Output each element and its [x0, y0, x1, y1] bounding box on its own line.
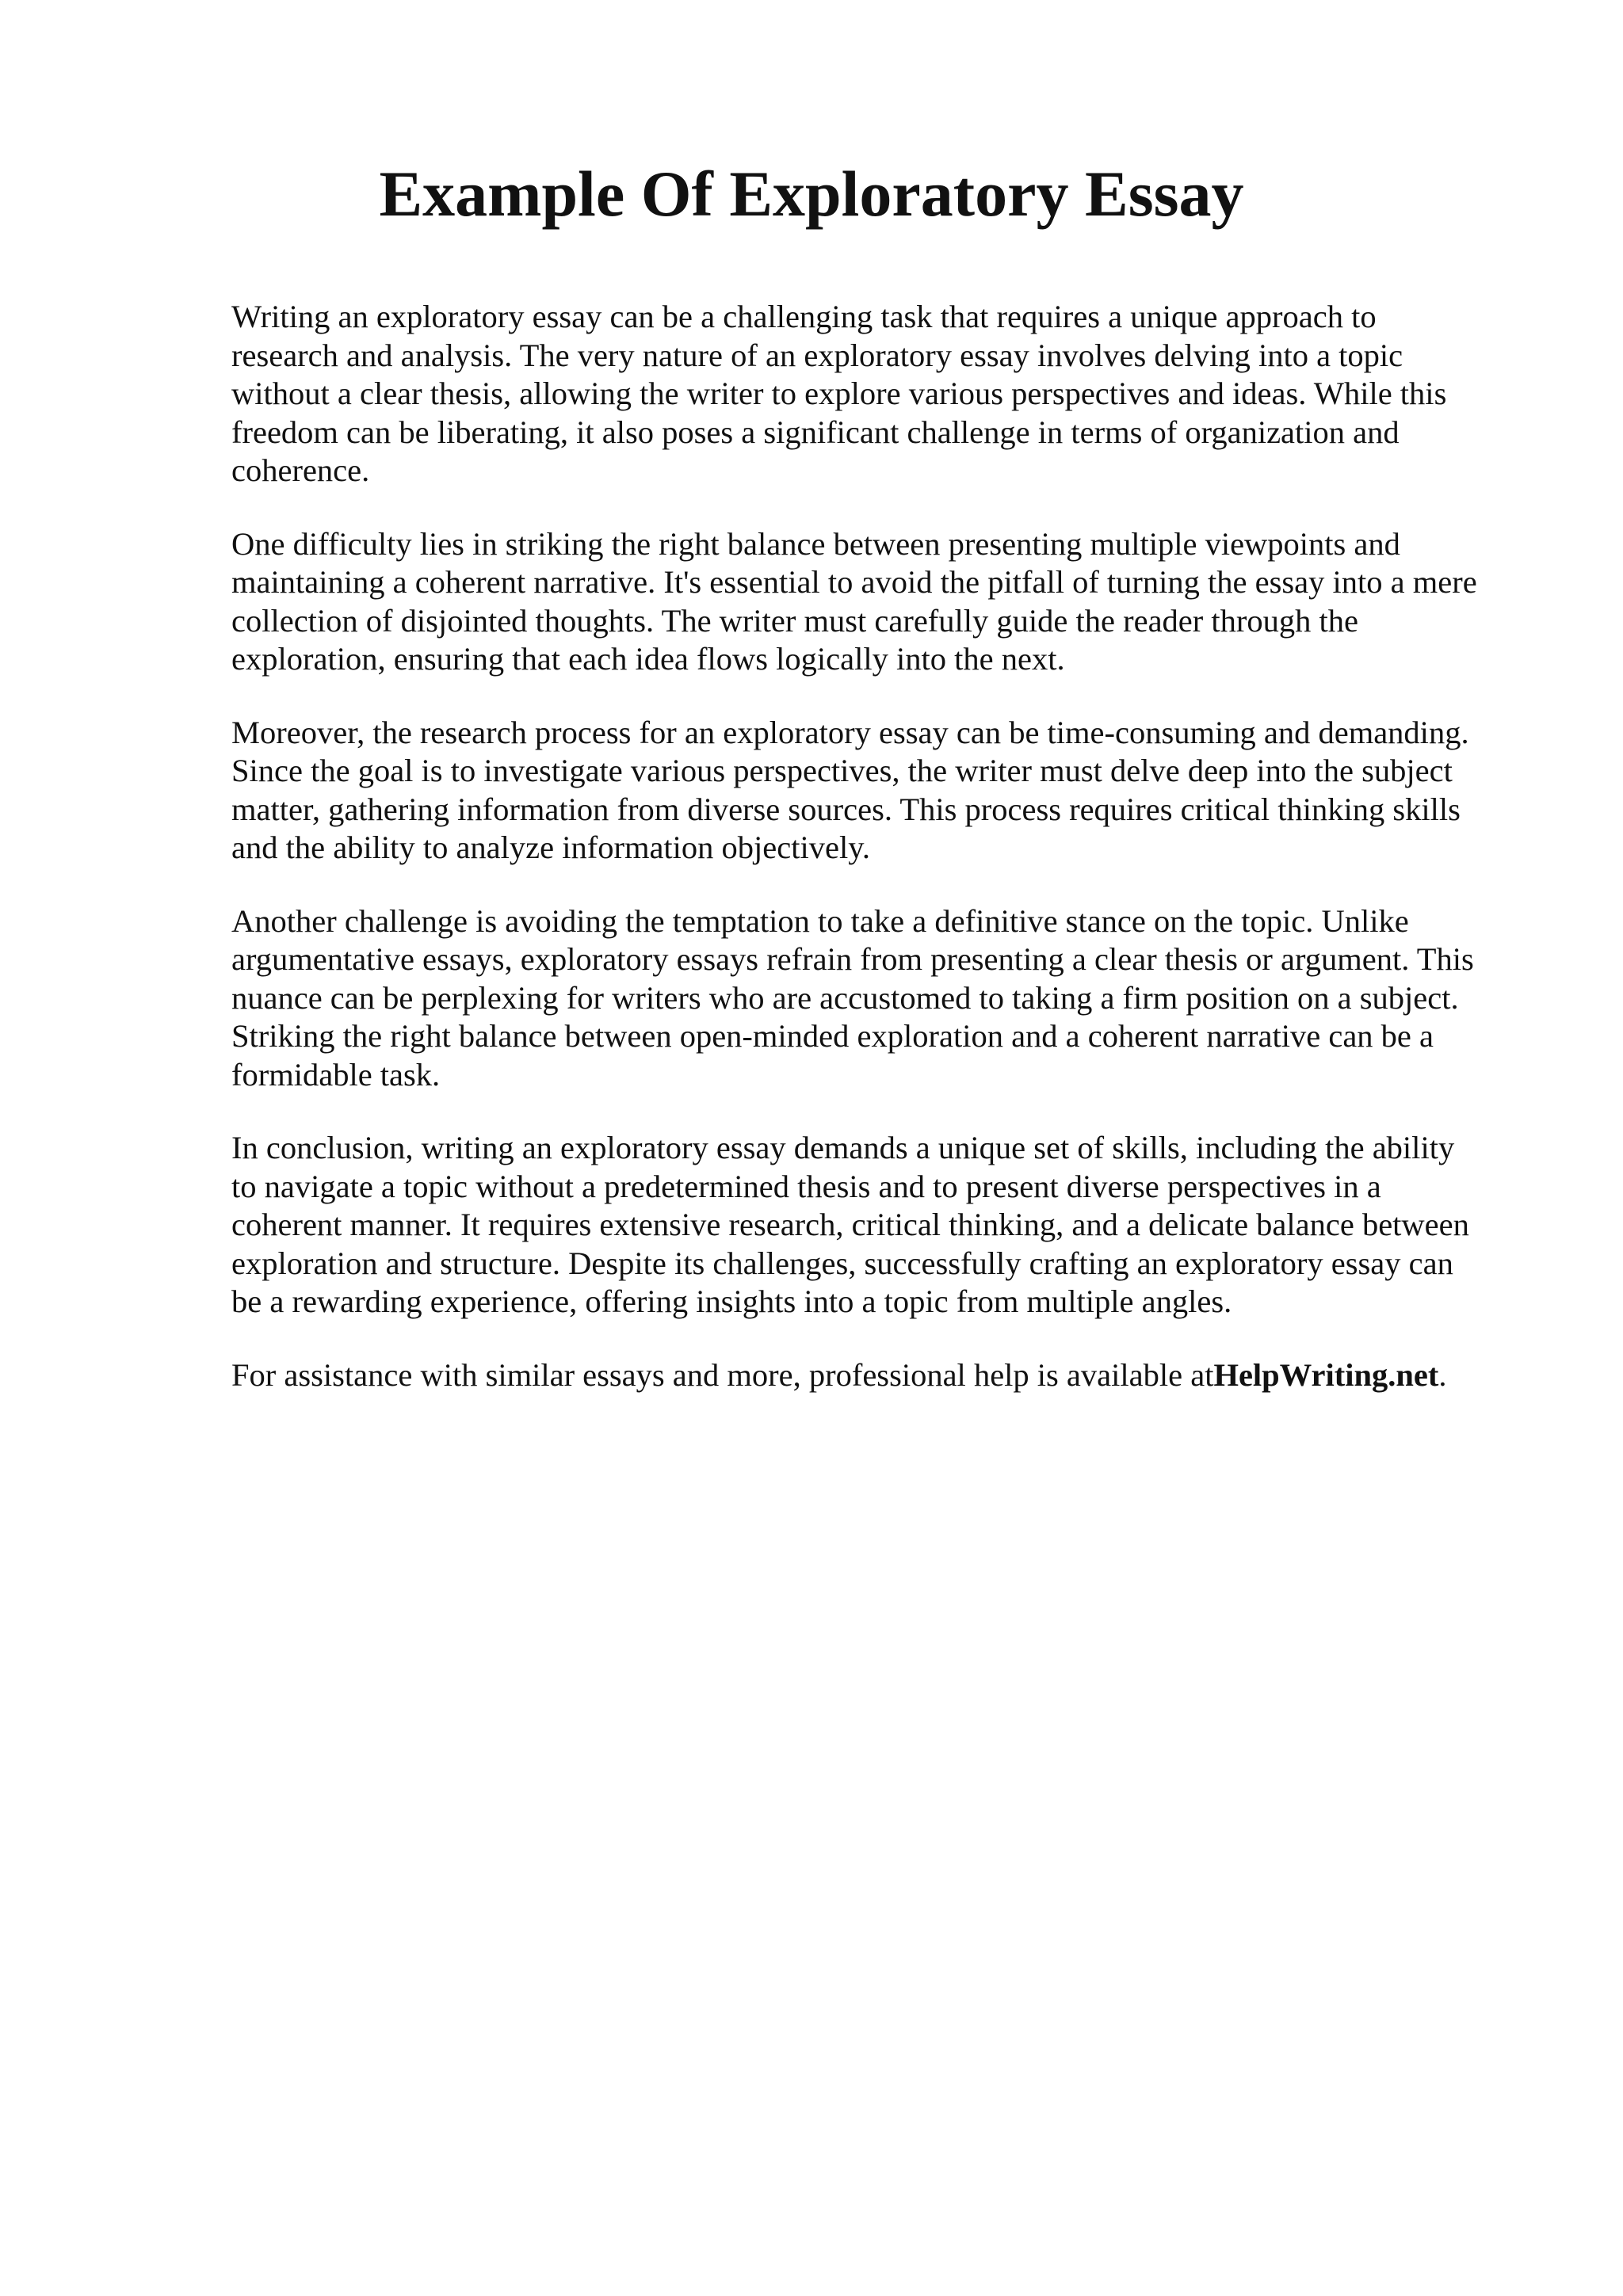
closing-text: For assistance with similar essays and more, professional help is available at	[231, 1356, 1214, 1393]
text-line: argumentative essays, exploratory essays refrain from presenting a clear thesis or argument. This	[231, 941, 1474, 977]
text-line: research and analysis. The very nature of an exploratory essay involves delving into a topic	[231, 337, 1403, 373]
text-line: Since the goal is to investigate various perspectives, the writer must delve deep into the subject	[231, 753, 1453, 788]
paragraph-1	[231, 298, 1515, 490]
text-line: be a rewarding experience, offering insights into a topic from multiple angles.	[231, 1283, 1232, 1319]
text-line: without a clear thesis, allowing the writer to explore various perspectives and ideas. While this	[231, 376, 1447, 411]
paragraph-5	[231, 1129, 1515, 1322]
text-line: Moreover, the research process for an exploratory essay can be time-consuming and demanding.	[231, 714, 1469, 750]
helpwriting-brand-link[interactable]: HelpWriting.net	[1213, 1356, 1439, 1393]
closing-period: .	[1438, 1356, 1447, 1393]
text-line: In conclusion, writing an exploratory essay demands a unique set of skills, including the ability	[231, 1130, 1455, 1165]
closing-paragraph	[231, 1356, 1515, 1395]
text-line: and the ability to analyze information objectively.	[231, 830, 870, 865]
paragraph-3	[231, 714, 1515, 868]
text-line: exploration and structure. Despite its challenges, successfully crafting an exploratory essay can	[231, 1245, 1453, 1281]
essay-body	[231, 298, 1515, 1429]
text-line: One difficulty lies in striking the right balance between presenting multiple viewpoints and	[231, 525, 1400, 562]
text-line: maintaining a coherent narrative. It's essential to avoid the pitfall of turning the essay into a mere	[231, 564, 1477, 600]
text-line: formidable task.	[231, 1056, 441, 1093]
paragraph-2	[231, 525, 1515, 679]
text-line: nuance can be perplexing for writers who are accustomed to taking a firm position on a subject.	[231, 979, 1459, 1016]
text-line: matter, gathering information from diverse sources. This process requires critical thinking skills	[231, 791, 1461, 827]
text-line: to navigate a topic without a predetermined thesis and to present diverse perspectives in a	[231, 1168, 1381, 1204]
text-line: Writing an exploratory essay can be a challenging task that requires a unique approach to	[231, 299, 1377, 334]
text-line: coherence.	[231, 452, 370, 488]
text-line: coherent manner. It requires extensive research, critical thinking, and a delicate balance between	[231, 1207, 1469, 1242]
text-line: exploration, ensuring that each idea flows logically into the next.	[231, 641, 1065, 677]
text-line: collection of disjointed thoughts. The writer must carefully guide the reader through the	[231, 602, 1358, 639]
paragraph-4	[231, 902, 1515, 1095]
text-line: Another challenge is avoiding the temptation to take a definitive stance on the topic. Unlike	[231, 902, 1409, 939]
page-title: Example Of Exploratory Essay	[379, 158, 1244, 230]
text-line: freedom can be liberating, it also poses a significant challenge in terms of organization and	[231, 414, 1400, 450]
text-line: Striking the right balance between open-minded exploration and a coherent narrative can be a	[231, 1018, 1434, 1054]
